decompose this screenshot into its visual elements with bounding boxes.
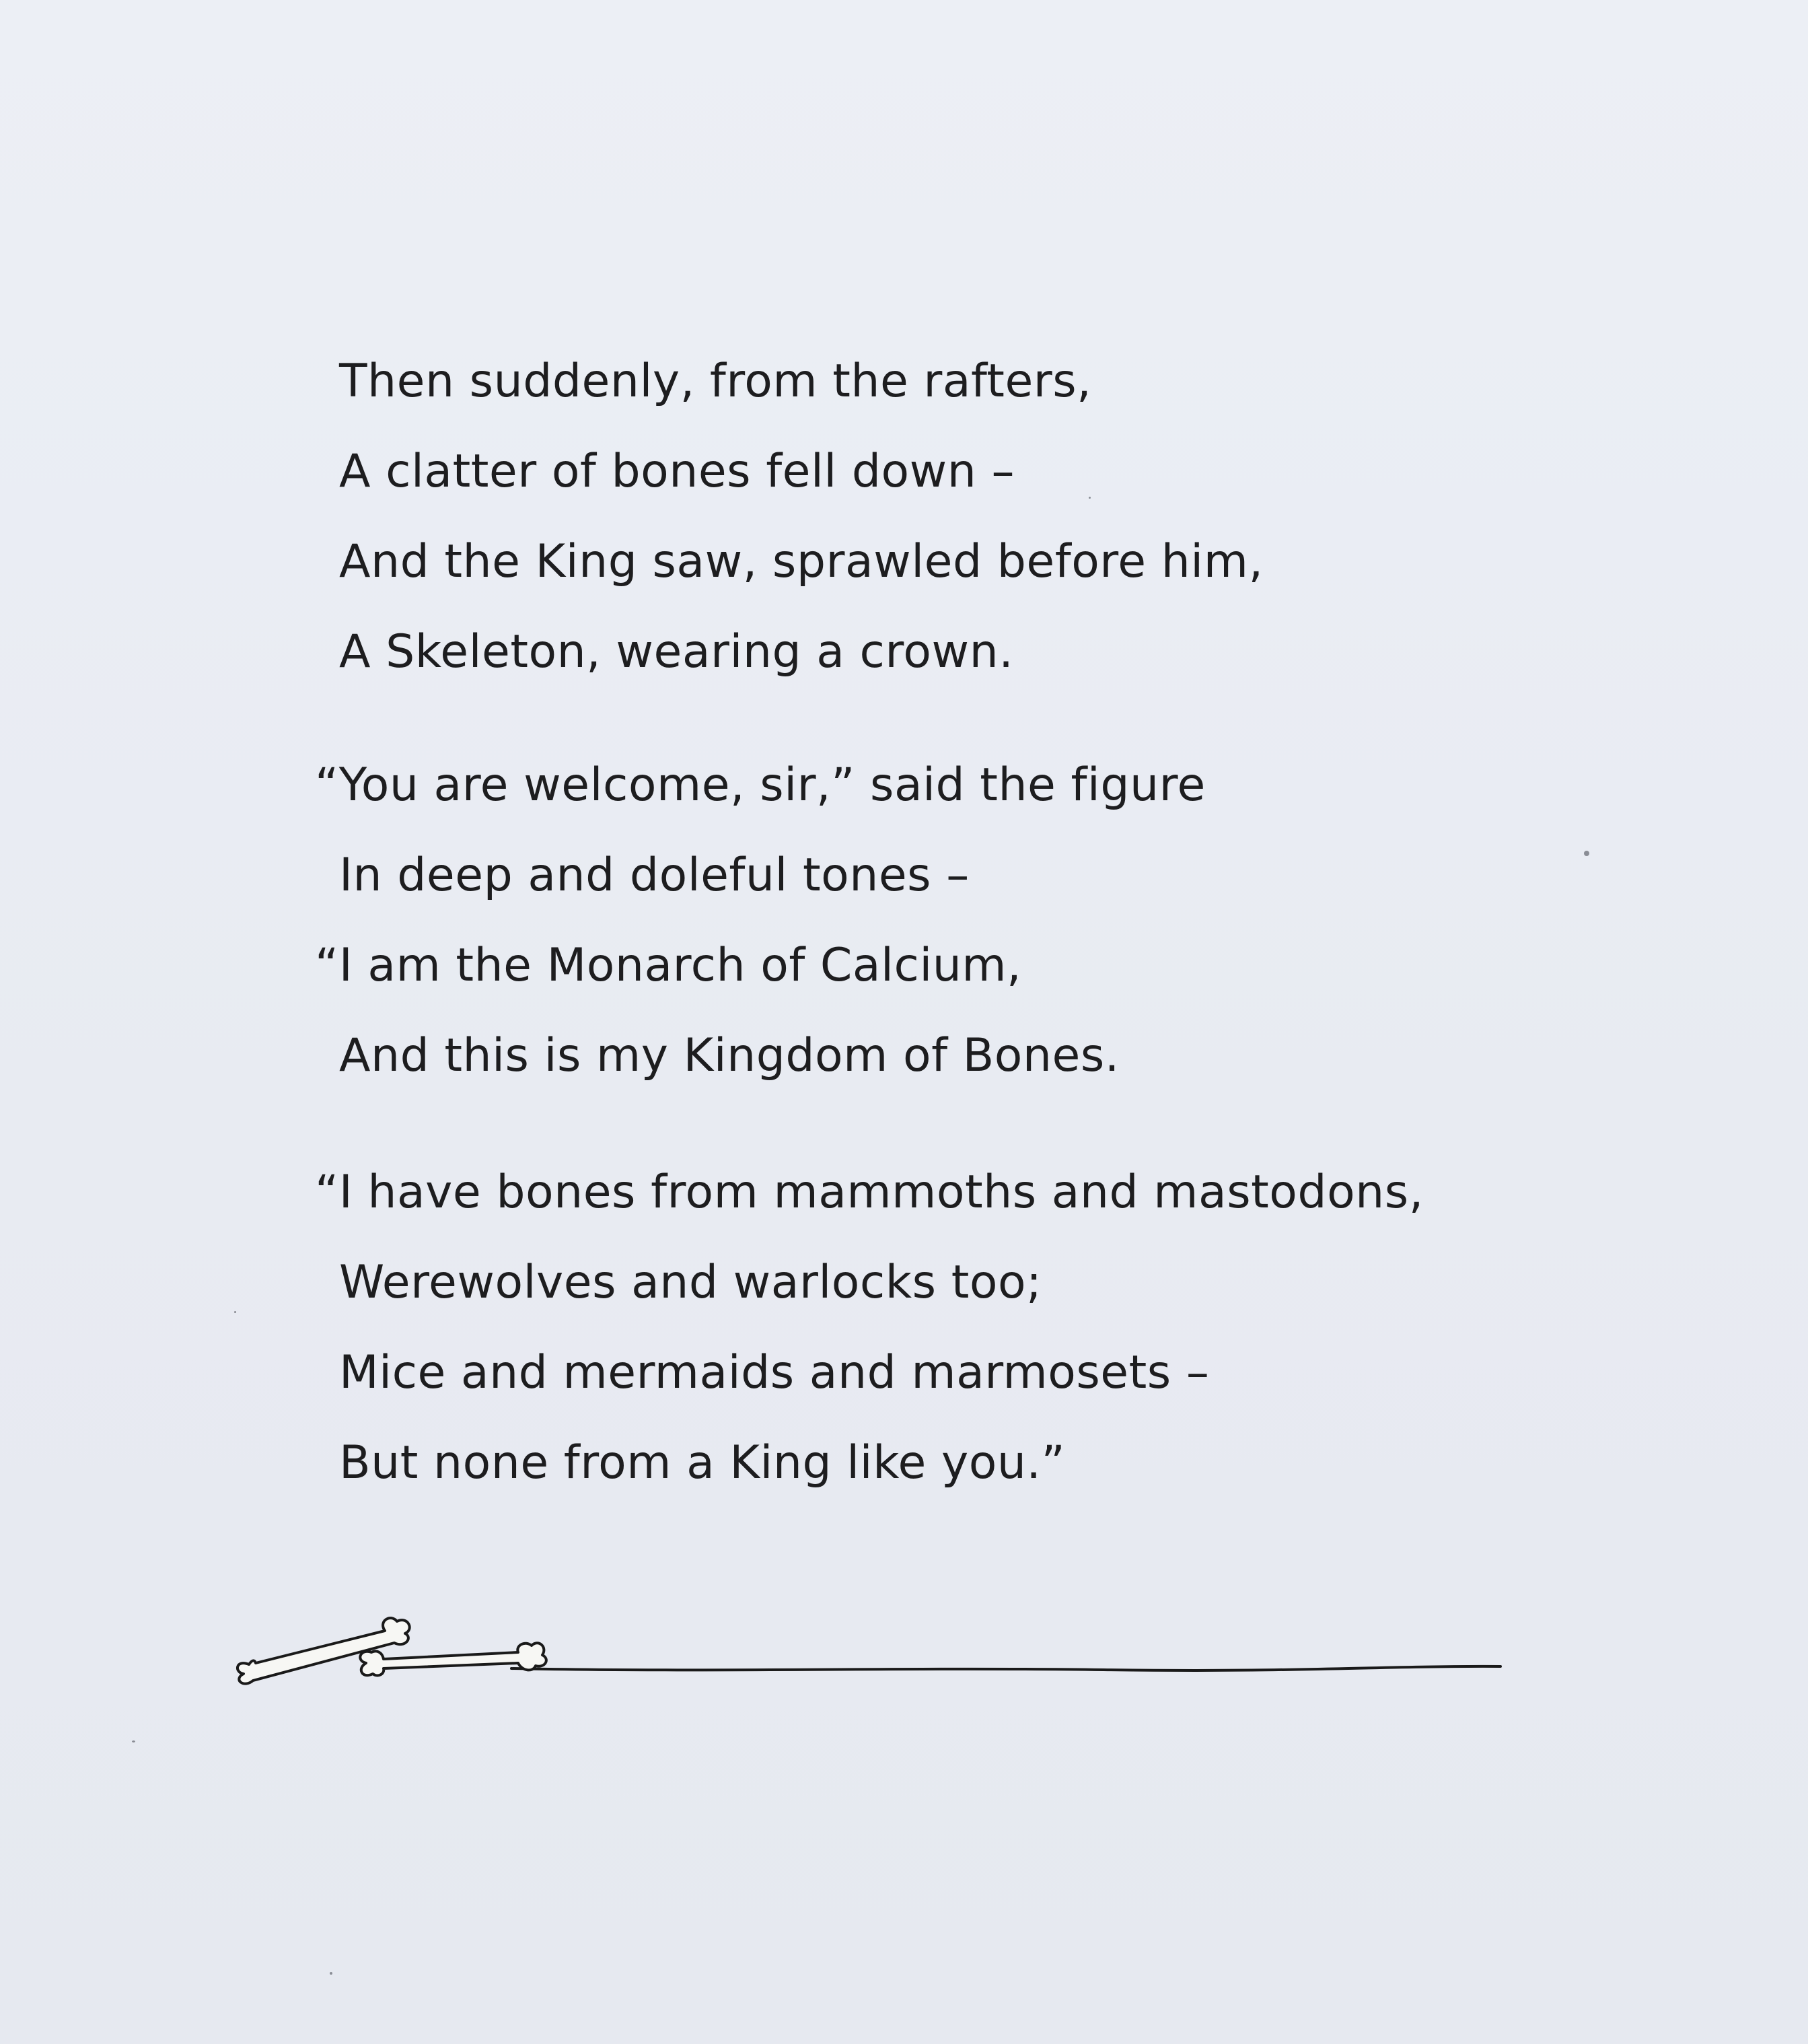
stanza-3 [315,1148,1526,1508]
poem-line: “You are welcome, sir,” said the figure [315,759,1206,812]
poem-line: And the King saw, sprawled before him, [339,535,1264,588]
poem-line: And this is my Kingdom of Bones. [339,1029,1120,1082]
poem-line: Then suddenly, from the rafters, [339,355,1092,408]
stanza-1 [315,337,1526,697]
poem-line: A clatter of bones fell down – [339,445,1015,498]
scan-speck [1584,851,1589,856]
poem-line: Werewolves and warlocks too; [339,1256,1042,1309]
bones-on-ground-icon [229,1605,1507,1686]
scan-speck [234,1311,236,1313]
poem-line: “I am the Monarch of Calcium, [315,939,1022,992]
poem-line: But none from a King like you.” [339,1436,1066,1489]
ground-line [511,1666,1500,1670]
scan-speck [330,1972,332,1975]
scan-speck [132,1740,135,1742]
stanza-2 [315,740,1526,1101]
poem-line: A Skeleton, wearing a crown. [339,625,1014,678]
bone-icon [360,1643,546,1675]
poem-line: Mice and mermaids and marmosets – [339,1346,1210,1399]
poem-line: In deep and doleful tones – [339,849,970,902]
poem-line: “I have bones from mammoths and mastodons, [315,1166,1424,1219]
scan-speck [1089,497,1091,499]
